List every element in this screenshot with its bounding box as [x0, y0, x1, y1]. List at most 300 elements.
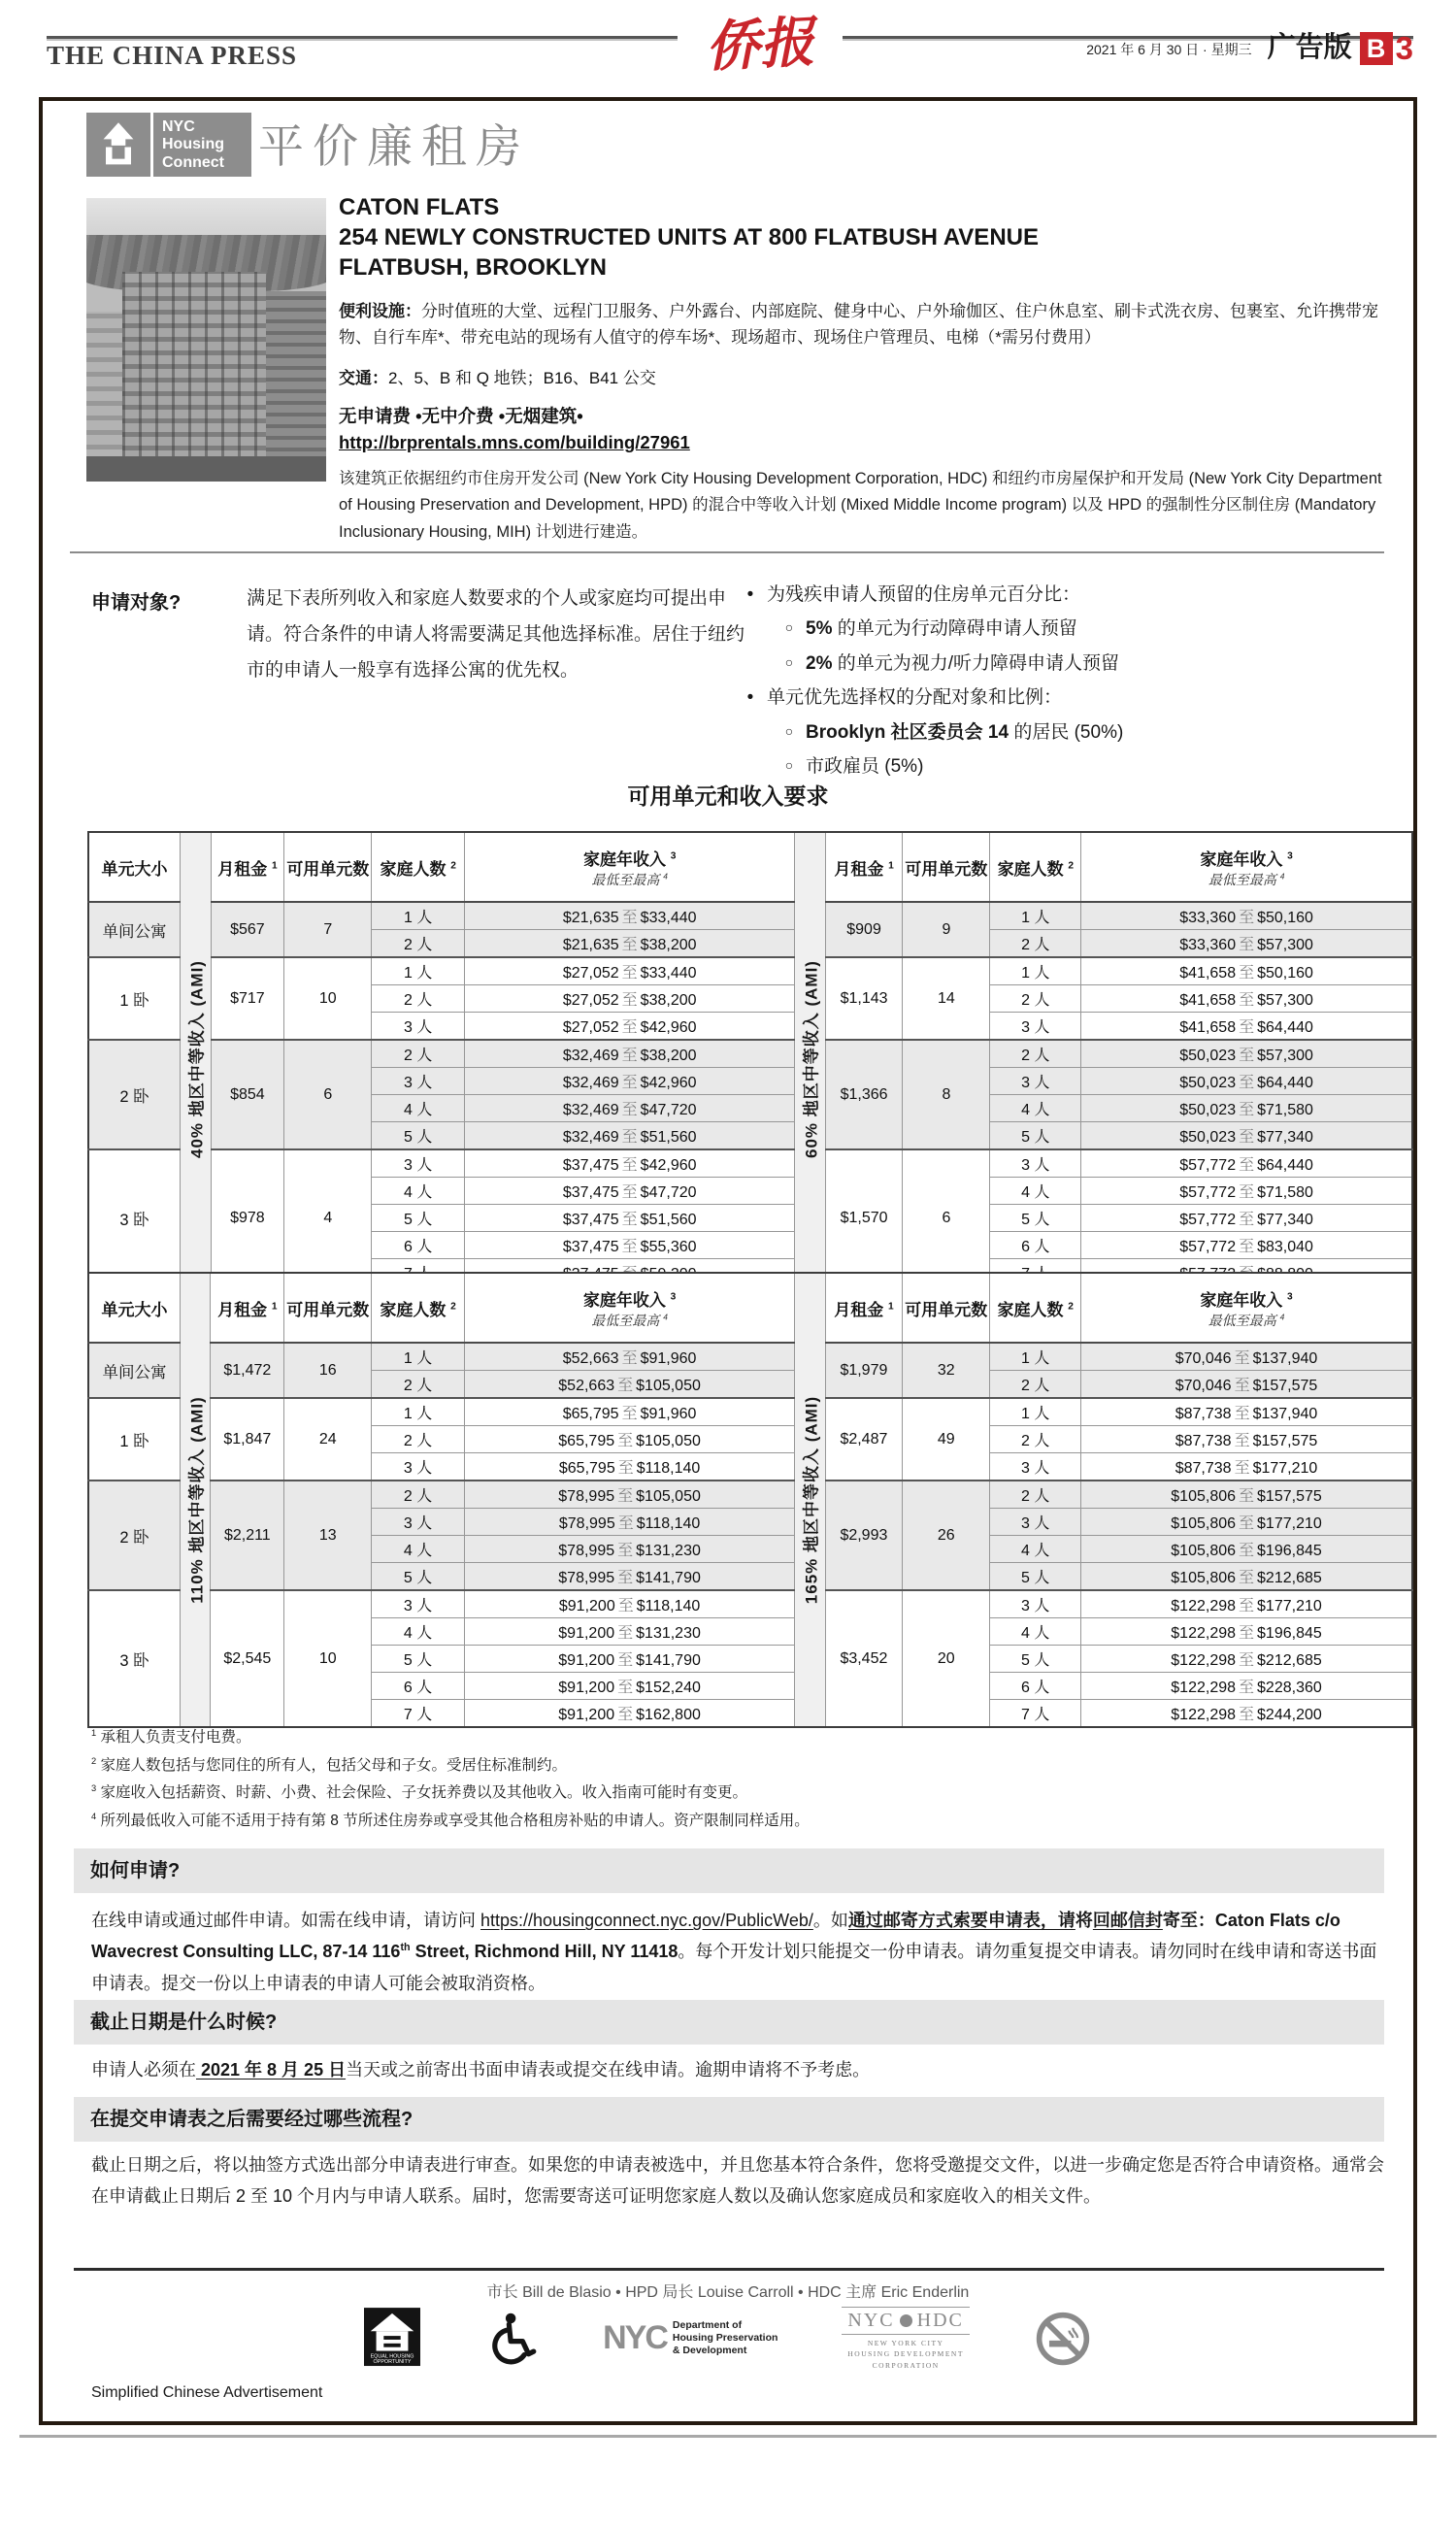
household-size-cell: 3 人 [990, 1509, 1081, 1536]
household-size-cell: 2 人 [990, 985, 1081, 1013]
income-min: $57,772 [1179, 1157, 1237, 1174]
paper-name: THE CHINA PRESS [47, 41, 298, 70]
income-min: $78,995 [558, 1543, 615, 1559]
income-to-word: 至 [617, 1378, 634, 1394]
household-size-cell: 3 人 [990, 1013, 1081, 1041]
income-table-40-60-ami [87, 831, 1413, 1287]
annual-income-cell [1081, 985, 1412, 1013]
officials-line: 市长 Bill de Blasio • HPD 局长 Louise Carroll • HDC 主席 Eric Enderlin [486, 2284, 970, 2301]
unit-type-cell: 2 卧 [88, 1040, 181, 1149]
annual-income-cell [465, 1205, 795, 1232]
annual-income-cell [1081, 1563, 1412, 1591]
column-header-available-units: 可用单元数 [903, 832, 990, 902]
text-run: 家庭收入包括薪资、时薪、小费、社会保险、子女抚养费以及其他收入。收入指南可能时有变更。 [96, 1784, 747, 1802]
column-header-annual-income: 家庭年收入 $^3$ 最低至最高 $^4$ [465, 832, 795, 902]
income-to-word: 至 [1239, 1239, 1255, 1255]
hpd-caption [673, 2319, 778, 2357]
income-min: $33,360 [1179, 937, 1237, 953]
text-run: 分时值班的大堂、远程门卫服务、户外露台、内部庭院、健身中心、户外瑜伽区、住户休息室、刷卡式洗衣房、包裹室、允许携带宠物、自行车库*、带充电站的现场有人值守的停车场*、现场超市、现场住户管理员、电梯（*需另付费用） [339, 301, 1378, 348]
nyc-hpd-logo [603, 2319, 778, 2357]
income-min: $122,298 [1171, 1598, 1237, 1614]
amenities-text [339, 298, 1387, 351]
income-to-word: 至 [1239, 1543, 1255, 1559]
annual-income-cell [1081, 1149, 1412, 1178]
text-run: 。每个开发计划只能提交一份申请表。请勿重复提交申请表。请勿同时在线申请和寄送书面申请表。提交一份以上申请表的申请人可能会被取消资格。 [91, 1942, 1377, 1993]
household-size-cell: 1 人 [372, 1398, 465, 1426]
annual-income-cell [1081, 1068, 1412, 1095]
household-size-cell: 5 人 [372, 1646, 465, 1673]
annual-income-cell [464, 1371, 794, 1399]
column-header-household-size: 家庭人数 $^2$ [990, 1273, 1081, 1343]
hdc-hdc-text: HDC [916, 2310, 964, 2331]
income-max: $50,160 [1257, 910, 1313, 926]
svg-text:EQUAL HOUSING: EQUAL HOUSING [370, 2353, 414, 2360]
annual-income-cell [465, 985, 795, 1013]
income-max: $91,960 [640, 1350, 697, 1367]
income-to-word: 至 [1239, 1048, 1255, 1064]
text-run: 。如 [812, 1911, 848, 1930]
deadline-heading: 截止日期是什么时候? [74, 2000, 1384, 2045]
income-max: $47,720 [640, 1184, 697, 1201]
nyc-hdc-logo [842, 2307, 969, 2371]
big-apple-icon [900, 2314, 912, 2327]
bullet-icon: • [746, 687, 754, 709]
unit-type-cell: 单间公寓 [88, 1343, 181, 1398]
annual-income-cell [464, 1343, 794, 1371]
text-run: 2 [91, 1755, 97, 1766]
income-max: $196,845 [1257, 1543, 1322, 1559]
table-header-row [88, 832, 1412, 902]
household-size-cell: 5 人 [372, 1205, 465, 1232]
annual-income-cell [1081, 1013, 1412, 1041]
income-max: $105,050 [636, 1488, 701, 1505]
annual-income-cell [1081, 1509, 1412, 1536]
annual-income-cell [1081, 1040, 1412, 1068]
income-max: $42,960 [640, 1157, 697, 1174]
income-to-word: 至 [617, 1460, 634, 1477]
monthly-rent-cell: $1,143 [825, 957, 903, 1040]
bullet-text: 为残疾申请人预留的住房单元百分比： [767, 584, 1081, 605]
income-min: $78,995 [558, 1488, 615, 1505]
income-to-word: 至 [621, 910, 638, 926]
column-header-monthly-rent: 月租金 $^1$ [825, 1273, 903, 1343]
income-max: $33,440 [640, 910, 697, 926]
income-min: $70,046 [1175, 1378, 1232, 1394]
income-to-word: 至 [617, 1625, 634, 1642]
text-run: 承租人负责支付电费。 [96, 1729, 251, 1746]
text-run: 2、5、B 和 Q 地铁；B16、B41 公交 [388, 368, 656, 387]
table-header-row [88, 1273, 1412, 1343]
annual-income-cell [1081, 1618, 1412, 1646]
list-item [734, 581, 1406, 609]
housing-connect-logo [86, 113, 251, 177]
income-min: $91,200 [558, 1680, 615, 1696]
available-units-cell: 49 [903, 1398, 990, 1481]
available-units-cell: 13 [284, 1481, 372, 1590]
photo-side-building [86, 312, 122, 459]
ami-band-label: 40% 地区中等收入 (AMI) [187, 960, 207, 1158]
table-title: 可用单元和收入要求 [627, 783, 829, 809]
household-size-cell: 4 人 [372, 1095, 465, 1122]
income-to-word: 至 [1239, 1102, 1255, 1118]
annual-income-cell [465, 1232, 795, 1259]
page-bottom-rule [19, 2435, 1437, 2438]
income-to-word: 至 [617, 1652, 634, 1669]
text-run: 回邮信封 [1092, 1911, 1163, 1930]
household-size-cell: 5 人 [372, 1563, 465, 1591]
household-size-cell: 2 人 [372, 1371, 465, 1399]
income-max: $105,050 [636, 1433, 701, 1449]
income-min: $78,995 [558, 1570, 615, 1586]
hdc-caption-line: HOUSING DEVELOPMENT [847, 2349, 964, 2359]
household-size-cell: 3 人 [372, 1509, 465, 1536]
income-min: $78,995 [558, 1515, 615, 1532]
hdc-caption-line: NEW YORK CITY [867, 2339, 944, 2347]
income-max: $177,210 [1252, 1460, 1318, 1477]
available-units-cell: 7 [284, 902, 372, 957]
ami-band [181, 832, 211, 1286]
list-item [734, 683, 1406, 712]
income-to-word: 至 [1239, 965, 1255, 982]
text-run: 寄至： [1162, 1911, 1215, 1930]
annual-income-cell [1081, 930, 1412, 958]
income-min: $27,052 [562, 965, 619, 982]
monthly-rent-cell: $854 [211, 1040, 284, 1149]
income-to-word: 至 [1239, 1212, 1255, 1228]
income-max: $228,360 [1257, 1680, 1322, 1696]
annual-income-cell [1081, 1178, 1412, 1205]
table-row [88, 1343, 1412, 1371]
income-to-word: 至 [617, 1707, 634, 1723]
income-max: $64,440 [1257, 1075, 1313, 1091]
income-min: $50,023 [1179, 1075, 1237, 1091]
monthly-rent-cell: $1,366 [825, 1040, 903, 1149]
income-max: $131,230 [636, 1543, 701, 1559]
column-header-available-units: 可用单元数 [284, 832, 372, 902]
income-to-word: 至 [617, 1598, 634, 1614]
annual-income-cell [1081, 1453, 1412, 1481]
household-size-cell: 1 人 [990, 902, 1081, 930]
income-max: $162,800 [636, 1707, 701, 1723]
monthly-rent-cell: $2,487 [825, 1398, 903, 1481]
household-size-cell: 1 人 [372, 1343, 465, 1371]
income-min: $32,469 [562, 1102, 619, 1118]
listing-url-link[interactable]: http://brprentals.mns.com/building/27961 [339, 431, 690, 452]
annual-income-cell [464, 1426, 794, 1453]
income-to-word: 至 [617, 1488, 634, 1505]
table-row [88, 1040, 1412, 1068]
column-header-monthly-rent: 月租金 $^1$ [211, 832, 284, 902]
no-fee-line: 无申请费 •无中介费 •无烟建筑• [339, 405, 583, 426]
income-max: $38,200 [640, 937, 697, 953]
footnote [91, 1780, 1392, 1808]
income-min: $33,360 [1179, 910, 1237, 926]
table-row [88, 1590, 1412, 1618]
household-size-cell: 3 人 [372, 1149, 465, 1178]
income-min: $32,469 [562, 1075, 619, 1091]
annual-income-cell [465, 1178, 795, 1205]
monthly-rent-cell: $567 [211, 902, 284, 957]
income-max: $64,440 [1257, 1157, 1313, 1174]
annual-income-cell [464, 1536, 794, 1563]
income-max: $118,140 [636, 1598, 701, 1614]
monthly-rent-cell: $909 [825, 902, 903, 957]
income-to-word: 至 [1234, 1460, 1250, 1477]
income-max: $77,340 [1257, 1212, 1313, 1228]
annual-income-cell [464, 1618, 794, 1646]
income-max: $244,200 [1257, 1707, 1322, 1723]
household-size-cell: 2 人 [990, 930, 1081, 958]
footnote [91, 1808, 1392, 1836]
annual-income-cell [465, 930, 795, 958]
annual-income-cell [465, 1149, 795, 1178]
housing-connect-line: NYC [162, 118, 195, 135]
household-size-cell: 2 人 [372, 930, 465, 958]
text-run: 2021 年 8 月 25 日 [196, 2060, 347, 2080]
household-size-cell: 3 人 [372, 1068, 465, 1095]
income-min: $57,772 [1179, 1212, 1237, 1228]
income-min: $21,635 [562, 937, 619, 953]
table-row [88, 902, 1412, 930]
income-to-word: 至 [621, 1239, 638, 1255]
circle-bullet-icon: ○ [784, 722, 794, 739]
income-to-word: 至 [621, 965, 638, 982]
text-run: 当天或之前寄出书面申请表或提交在线申请。逾期申请将不予考虑。 [346, 2060, 871, 2080]
column-header-available-units: 可用单元数 [284, 1273, 372, 1343]
income-min: $32,469 [562, 1129, 619, 1146]
unit-type-cell: 3 卧 [88, 1149, 181, 1286]
household-size-cell: 4 人 [990, 1095, 1081, 1122]
building-photo [86, 198, 326, 482]
annual-income-cell [464, 1563, 794, 1591]
how-to-apply-heading: 如何申请? [74, 1848, 1384, 1893]
income-min: $87,738 [1175, 1406, 1232, 1422]
income-to-word: 至 [621, 937, 638, 953]
equal-housing-opportunity-icon [364, 2308, 420, 2370]
annual-income-cell [1081, 1481, 1412, 1509]
household-size-cell: 3 人 [990, 1453, 1081, 1481]
income-min: $41,658 [1179, 965, 1237, 982]
annual-income-cell [1081, 1646, 1412, 1673]
income-min: $41,658 [1179, 1019, 1237, 1036]
income-min: $105,806 [1171, 1515, 1237, 1532]
who-may-apply-text: 满足下表所列收入和家庭人数要求的个人或家庭均可提出申请。符合条件的申请人将需要满足其他选择标准。居住于纽约市的申请人一般享有选择公寓的优先权。 [247, 588, 745, 682]
unit-type-cell: 2 卧 [88, 1481, 181, 1590]
income-max: $50,160 [1257, 965, 1313, 982]
income-max: $91,960 [640, 1406, 697, 1422]
legal-program-text: 该建筑正依据纽约市住房开发公司 (New York City Housing Development Corporation, HDC) 和纽约市房屋保护和开发局 (New York City Department of Housing Preservation and Development, HPD) 的混合中等收入计划 (Mixed Middle Income program) 以及 HPD 的强制性分区制住房 (Mandatory Inclusionary Housing, MIH) 计划进行建造。 [339, 469, 1382, 542]
income-max: $71,580 [1257, 1102, 1313, 1118]
language-note: Simplified Chinese Advertisement [91, 2384, 323, 2401]
income-min: $122,298 [1171, 1625, 1237, 1642]
household-size-cell: 6 人 [990, 1673, 1081, 1700]
income-to-word: 至 [617, 1680, 634, 1696]
income-min: $91,200 [558, 1652, 615, 1669]
text-run: 家庭人数包括与您同住的所有人，包括父母和子女。受居住标准制约。 [96, 1756, 567, 1774]
bullet-text: 单元优先选择权的分配对象和比例： [767, 687, 1063, 709]
monthly-rent-cell: $1,472 [211, 1343, 284, 1398]
set-aside-bullets [734, 581, 1406, 787]
text-run: 的单元为视力/听力障碍申请人预留 [832, 652, 1120, 674]
annual-income-cell [464, 1646, 794, 1673]
column-header-annual-income: 家庭年收入 $^3$ 最低至最高 $^4$ [1081, 1273, 1412, 1343]
income-to-word: 至 [1239, 1075, 1255, 1091]
annual-income-cell [1081, 1426, 1412, 1453]
income-min: $65,795 [562, 1406, 619, 1422]
income-to-word: 至 [621, 992, 638, 1009]
household-size-cell: 2 人 [990, 1481, 1081, 1509]
after-submission-text [91, 2149, 1387, 2212]
household-size-cell: 1 人 [990, 957, 1081, 985]
text-run: Caton Flats c/o Wavecrest Consulting LLC, 87-14 116 [91, 1911, 1340, 1962]
income-min: $105,806 [1171, 1543, 1237, 1559]
income-to-word: 至 [621, 1075, 638, 1091]
column-header-monthly-rent: 月租金 $^1$ [211, 1273, 284, 1343]
monthly-rent-cell: $717 [211, 957, 284, 1040]
income-to-word: 至 [617, 1543, 634, 1559]
ami-band [795, 1273, 825, 1727]
income-to-word: 至 [1239, 992, 1255, 1009]
footnote [91, 1752, 1392, 1780]
income-table-110-165-ami [87, 1272, 1413, 1728]
income-max: $141,790 [636, 1570, 701, 1586]
household-size-cell: 2 人 [372, 1426, 465, 1453]
income-to-word: 至 [1239, 1488, 1255, 1505]
household-size-cell: 6 人 [372, 1232, 465, 1259]
table-row [88, 1398, 1412, 1426]
annual-income-cell [464, 1700, 794, 1728]
masthead-rule-left [47, 36, 678, 39]
income-max: $51,560 [640, 1212, 697, 1228]
deadline-text [91, 2054, 1387, 2085]
income-max: $38,200 [640, 992, 697, 1009]
household-size-cell: 5 人 [990, 1205, 1081, 1232]
photo-building-wing [266, 291, 326, 458]
household-size-cell: 2 人 [990, 1426, 1081, 1453]
income-max: $141,790 [636, 1652, 701, 1669]
annual-income-cell [464, 1453, 794, 1481]
no-smoking-icon [1034, 2310, 1092, 2368]
circle-bullet-icon: ○ [784, 757, 794, 774]
income-to-word: 至 [617, 1570, 634, 1586]
income-to-word: 至 [621, 1406, 638, 1422]
income-min: $105,806 [1171, 1488, 1237, 1505]
household-size-cell: 1 人 [372, 957, 465, 985]
after-submission-heading: 在提交申请表之后需要经过哪些流程? [74, 2097, 1384, 2142]
link-text[interactable]: https://housingconnect.nyc.gov/PublicWeb/ [480, 1911, 813, 1930]
table-row [88, 1149, 1412, 1178]
project-name: CATON FLATS [339, 194, 500, 220]
ami-band [795, 832, 825, 1286]
annual-income-cell [1081, 1371, 1412, 1399]
income-max: $196,845 [1257, 1625, 1322, 1642]
income-max: $38,200 [640, 1048, 697, 1064]
hdc-nyc-text: NYC [847, 2310, 895, 2331]
column-header-household-size: 家庭人数 $^2$ [372, 832, 465, 902]
text-run: 2% [806, 652, 833, 674]
column-header-unit-size: 单元大小 [88, 1273, 181, 1343]
text-run: 在线申请或通过邮件申请。如需在线申请，请访问 [91, 1911, 480, 1930]
income-to-word: 至 [621, 1129, 638, 1146]
column-header-monthly-rent: 月租金 $^1$ [825, 832, 903, 902]
project-info [339, 192, 1387, 547]
household-size-cell: 5 人 [990, 1122, 1081, 1150]
income-max: $57,300 [1257, 1048, 1313, 1064]
available-units-cell: 10 [284, 957, 372, 1040]
income-min: $91,200 [558, 1625, 615, 1642]
available-units-cell: 14 [903, 957, 990, 1040]
hpd-caption-line: & Development [672, 2345, 747, 2357]
monthly-rent-cell: $1,570 [825, 1149, 903, 1286]
list-item [734, 649, 1406, 678]
hdc-caption-line: CORPORATION [872, 2360, 940, 2370]
income-min: $57,772 [1179, 1239, 1237, 1255]
income-to-word: 至 [1239, 1707, 1255, 1723]
income-min: $50,023 [1179, 1048, 1237, 1064]
income-max: $212,685 [1257, 1652, 1322, 1669]
household-size-cell: 4 人 [372, 1178, 465, 1205]
income-to-word: 至 [1239, 1570, 1255, 1586]
available-units-cell: 32 [903, 1343, 990, 1398]
income-to-word: 至 [1234, 1378, 1250, 1394]
hdc-caption [842, 2338, 969, 2371]
income-to-word: 至 [1234, 1433, 1250, 1449]
monthly-rent-cell: $978 [211, 1149, 284, 1286]
income-to-word: 至 [621, 1350, 638, 1367]
text-run: 所列最低收入可能不适用于持有第 8 节所述住房券或享受其他合格租房补贴的申请人。资产限制同样适用。 [96, 1813, 810, 1830]
nyc-wordmark: NYC [603, 2319, 667, 2357]
income-max: $71,580 [1257, 1184, 1313, 1201]
income-max: $77,340 [1257, 1129, 1313, 1146]
income-to-word: 至 [1239, 1598, 1255, 1614]
available-units-cell: 6 [903, 1149, 990, 1286]
income-to-word: 至 [621, 1157, 638, 1174]
who-may-apply-label: 申请对象? [91, 592, 182, 614]
annual-income-cell [464, 1509, 794, 1536]
income-min: $50,023 [1179, 1102, 1237, 1118]
column-header-annual-income: 家庭年收入 $^3$ 最低至最高 $^4$ [1081, 832, 1412, 902]
household-size-cell: 2 人 [372, 985, 465, 1013]
income-max: $33,440 [640, 965, 697, 982]
text-run: 3 [91, 1783, 97, 1794]
annual-income-cell [1081, 1590, 1412, 1618]
household-size-cell: 4 人 [990, 1536, 1081, 1563]
annual-income-cell [465, 1013, 795, 1041]
income-max: $42,960 [640, 1075, 697, 1091]
column-header-household-size: 家庭人数 $^2$ [372, 1273, 465, 1343]
income-max: $131,230 [636, 1625, 701, 1642]
ami-band-label: 110% 地区中等收入 (AMI) [187, 1396, 207, 1604]
text-run: 截止日期之后，将以抽签方式选出部分申请表进行审查。如果您的申请表被选中，并且您基本符合条件，您将受邀提交文件，以进一步确定您是否符合申请资格。通常会在申请截止日期后 2 至 10 个月内与申请人联系。届时，您需要寄送可证明您家庭人数以及确认您家庭成员和家庭收入的相关文件。 [91, 2155, 1384, 2207]
income-min: $37,475 [562, 1157, 619, 1174]
available-units-cell: 10 [284, 1590, 372, 1727]
income-max: $47,720 [640, 1102, 697, 1118]
monthly-rent-cell: $2,545 [211, 1590, 284, 1727]
household-size-cell: 5 人 [372, 1122, 465, 1150]
annual-income-cell [465, 902, 795, 930]
bullet-text [806, 752, 923, 781]
income-min: $65,795 [558, 1433, 615, 1449]
household-size-cell: 7 人 [372, 1700, 465, 1728]
text-run: 的居民 (50%) [1009, 721, 1124, 743]
income-min: $37,475 [562, 1184, 619, 1201]
annual-income-cell [1081, 1398, 1412, 1426]
household-size-cell: 1 人 [990, 1343, 1081, 1371]
income-max: $42,960 [640, 1019, 697, 1036]
household-size-cell: 3 人 [372, 1590, 465, 1618]
section-label: 广告版 [1267, 32, 1352, 63]
income-min: $52,663 [558, 1378, 615, 1394]
